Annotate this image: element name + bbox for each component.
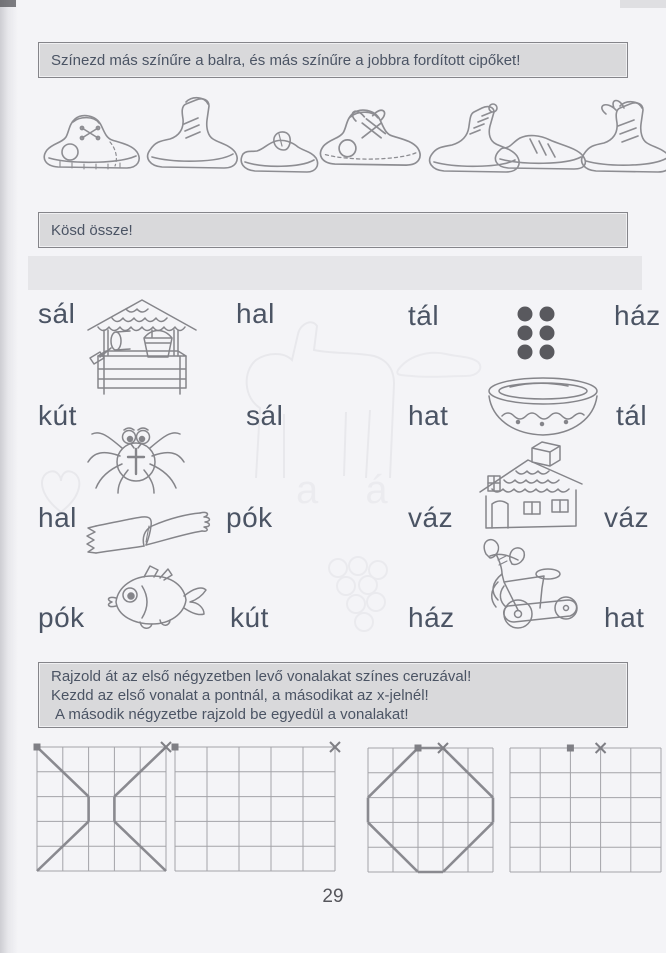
scan-corner-artifact (0, 0, 16, 7)
match-word: kút (230, 602, 269, 633)
match-word: pók (226, 502, 273, 533)
shoe-illustration-1 (44, 116, 139, 169)
match-word: ház (408, 602, 455, 633)
bleed-through-band (28, 256, 642, 290)
start-dot-marker (172, 744, 179, 751)
practice-grid-4 (503, 741, 666, 879)
match-word: sál (38, 298, 76, 329)
shoe-illustration-6 (495, 136, 585, 169)
match-word: pók (38, 602, 85, 633)
spider-illustration (84, 406, 188, 496)
shoe-illustration-4 (320, 110, 420, 165)
ghost-grapes-outline (316, 552, 406, 642)
page-number: 29 (322, 886, 344, 907)
bowl-illustration (486, 376, 600, 444)
instruction-box-1 (38, 42, 628, 78)
shoe-illustration-7 (582, 101, 666, 173)
ghost-foot-outline (396, 348, 488, 386)
start-dot-marker (415, 745, 422, 752)
practice-grid-2 (168, 740, 342, 878)
house-illustration (476, 440, 586, 536)
fish-illustration (100, 562, 212, 642)
match-word: hal (236, 298, 275, 329)
instruction-box-2 (38, 212, 628, 248)
shoe-illustration-3 (241, 132, 317, 172)
match-word: ház (614, 300, 661, 331)
match-word: tál (408, 300, 440, 331)
ghost-letters: a á (296, 468, 406, 512)
six-dots-illustration (512, 304, 560, 364)
shoe-illustration-2 (148, 98, 237, 168)
well-illustration (86, 296, 198, 398)
instruction-text-3-line3: A második négyzetbe rajzold be egyedül a vonalakat! (55, 705, 409, 723)
instruction-text-1: Színezd más színűre a balra, és más színűre a jobbra fordított cipőket! (51, 51, 521, 69)
match-word: hat (408, 400, 449, 431)
match-word: váz (604, 502, 650, 533)
shoes-row-illustration (0, 84, 666, 194)
practice-grid-1 (30, 740, 173, 878)
instruction-box-3 (38, 662, 628, 728)
match-word: sál (246, 400, 284, 431)
shoe-illustration-5 (430, 104, 519, 172)
instruction-text-3-line2: Kezdd az első vonalat a pontnál, a másodikat az x-jelnél! (51, 686, 429, 704)
bicycle-illustration (452, 532, 588, 634)
instruction-text-2: Kösd össze! (51, 221, 133, 239)
match-word: váz (408, 502, 454, 533)
match-word: kút (38, 400, 77, 431)
match-word: hal (38, 502, 77, 533)
start-dot-marker (34, 744, 41, 751)
match-word: hat (604, 602, 645, 633)
match-word: tál (616, 400, 648, 431)
scarf-illustration (82, 502, 216, 560)
practice-grid-3 (361, 741, 500, 879)
start-dot-marker (567, 745, 574, 752)
scan-corner-artifact-right (620, 0, 666, 8)
instruction-text-3-line1: Rajzold át az első négyzetben levő vonalakat színes ceruzával! (51, 667, 472, 685)
